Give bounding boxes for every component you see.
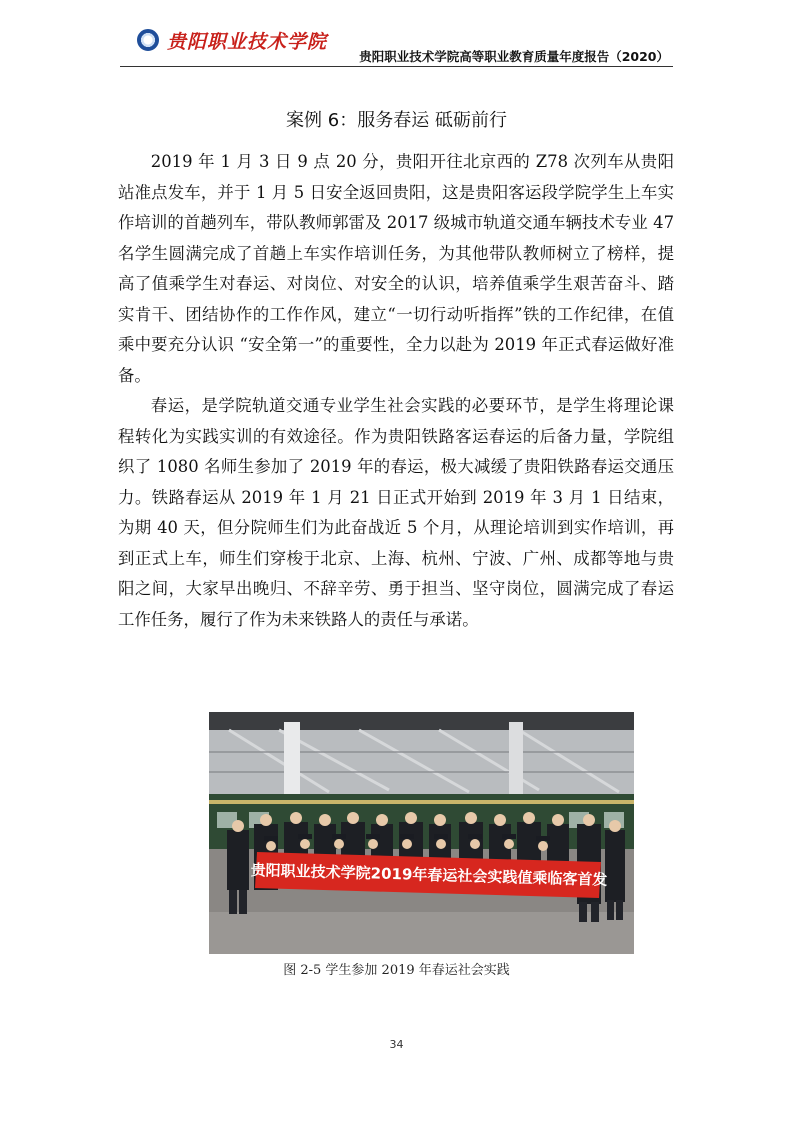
header-divider <box>120 66 673 67</box>
figure-caption: 图 2-5 学生参加 2019 年春运社会实践 <box>283 963 510 978</box>
case-title: 案例 6：服务春运 砥砺前行 <box>286 110 507 131</box>
page-number: 34 <box>389 1038 404 1051</box>
group-photo <box>209 712 634 954</box>
college-seal-icon <box>137 29 159 51</box>
banner-text: 贵阳职业技术学院2019年春运社会实践值乘临客首发 <box>250 861 608 889</box>
logo-text: 贵阳职业技术学院 <box>167 30 328 53</box>
college-logo <box>137 24 337 56</box>
report-header-title: 贵阳职业技术学院高等职业教育质量年度报告（2020） <box>359 49 669 64</box>
paragraph: 2019 年 1 月 3 日 9 点 20 分，贵阳开往北京西的 Z78 次列车从贵阳站准点发车，并于 1 月 5 日安全返回贵阳，这是贵阳客运段学院学生上车实作培训的首趟列车，带队教师郭雷及 2017 级城市轨道交通车辆技术专业 47 名学生圆满完成了首趟上车实作培训任务，为其他带队教师树立了榜样，提高了值乘学生对春运、对岗位、对安全的认识，培养值乘学生艰苦奋斗、踏实肯干、团结协作的工作作风，建立“一切行动听指挥”铁的工作纪律，在值乘中要充分认识 “安全第一”的重要性，全力以赴为 2019 年正式春运做好准备。 <box>118 152 674 385</box>
body-text <box>118 147 674 635</box>
paragraph: 春运，是学院轨道交通专业学生社会实践的必要环节，是学生将理论课程转化为实践实训的有效途径。作为贵阳铁路客运春运的后备力量，学院组织了 1080 名师生参加了 2019 年的春运，极大减缓了贵阳铁路春运交通压力。铁路春运从 2019 年 1 月 21 日正式开始到 2019 年 3 月 1 日结束，为期 40 天，但分院师生们为此奋战近 5 个月，从理论培训到实作培训，再到正式上车，师生们穿梭于北京、上海、杭州、宁波、广州、成都等地与贵阳之间，大家早出晚归、不辞辛劳、勇于担当、坚守岗位，圆满完成了春运工作任务，履行了作为未来铁路人的责任与承诺。 <box>118 396 674 629</box>
